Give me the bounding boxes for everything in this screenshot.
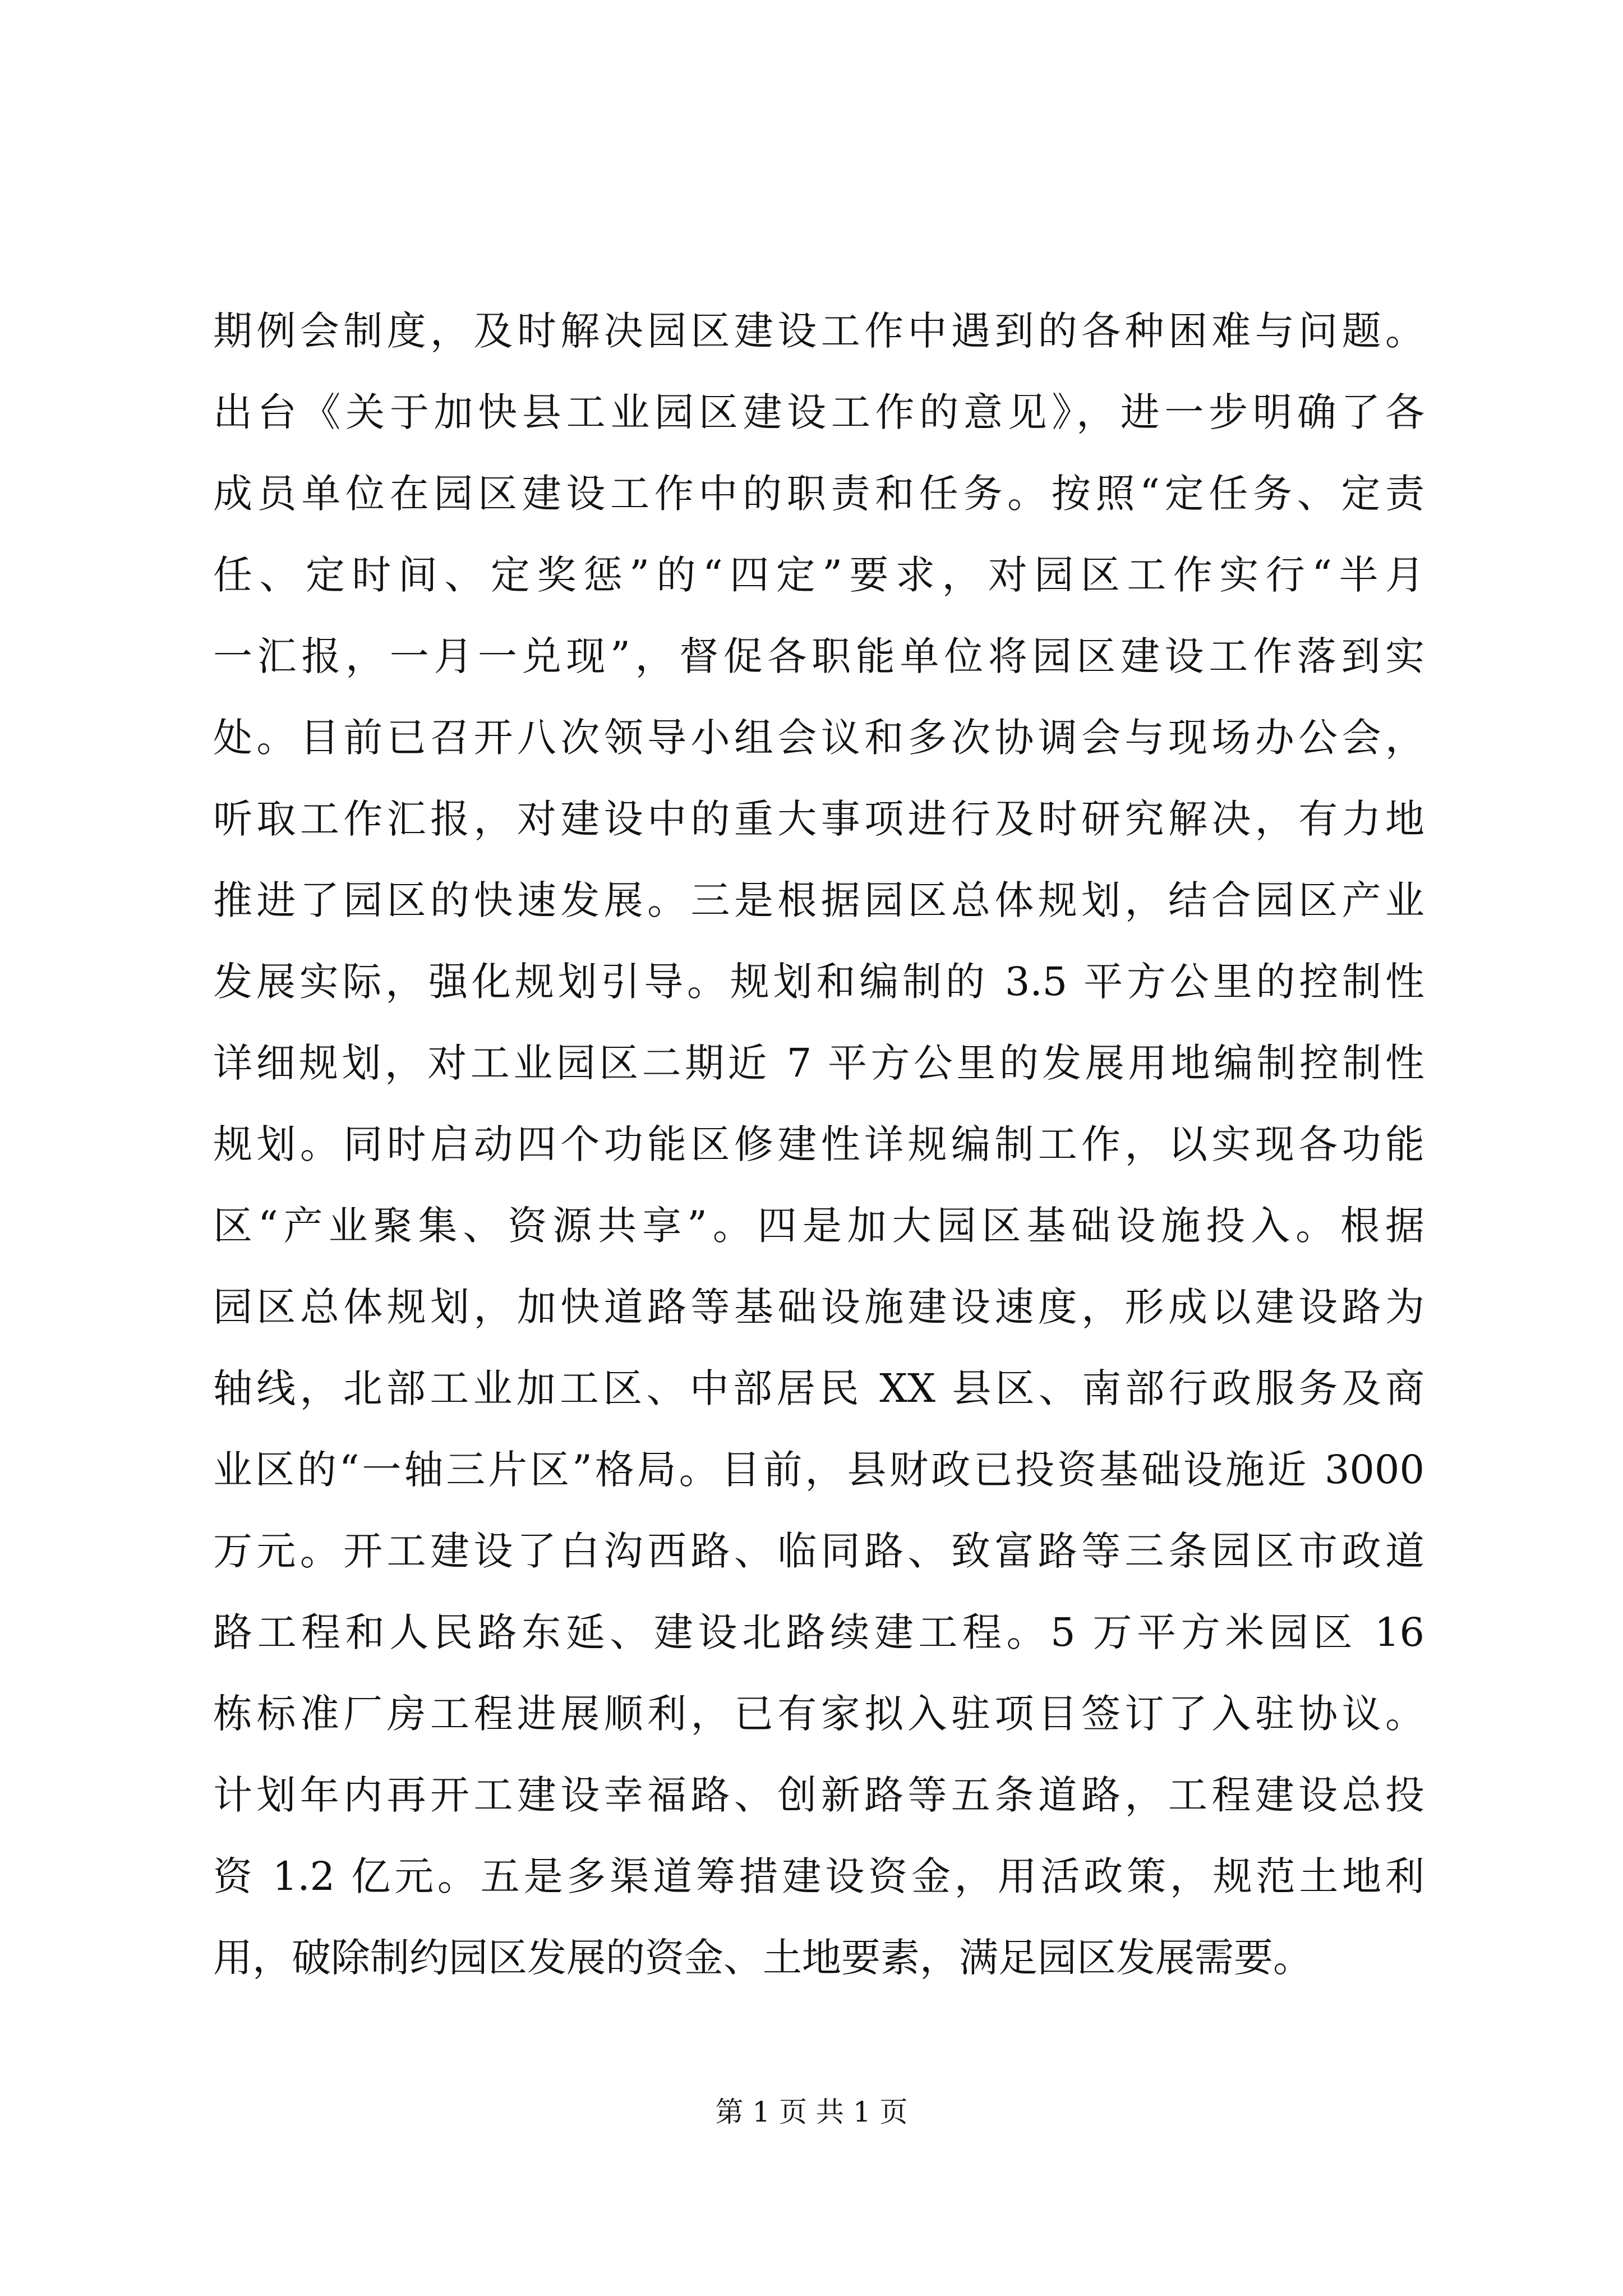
text-line: 成员单位在园区建设工作中的职责和任务。按照“定任务、定责 bbox=[213, 471, 1424, 517]
text-line: 区“产业聚集、资源共享”。四是加大园区基础设施投入。根据 bbox=[213, 1203, 1424, 1249]
text-line: 计划年内再开工建设幸福路、创新路等五条道路，工程建设总投 bbox=[213, 1772, 1424, 1818]
text-line: 一汇报，一月一兑现”，督促各职能单位将园区建设工作落到实 bbox=[213, 633, 1424, 679]
text-line: 处。目前已召开八次领导小组会议和多次协调会与现场办公会， bbox=[213, 715, 1424, 761]
text-line: 用，破除制约园区发展的资金、土地要素，满足园区发展需要。 bbox=[213, 1935, 1312, 1981]
text-line: 万元。开工建设了白沟西路、临同路、致富路等三条园区市政道 bbox=[213, 1528, 1424, 1574]
text-line: 轴线，北部工业加工区、中部居民 XX 县区、南部行政服务及商 bbox=[213, 1365, 1424, 1411]
text-line: 期例会制度，及时解决园区建设工作中遇到的各种困难与问题。 bbox=[213, 308, 1424, 354]
text-line: 发展实际，强化规划引导。规划和编制的 3.5 平方公里的控制性 bbox=[213, 959, 1424, 1005]
text-line: 任、定时间、定奖惩”的“四定”要求，对园区工作实行“半月 bbox=[213, 552, 1424, 598]
text-line: 出台《关于加快县工业园区建设工作的意见》，进一步明确了各 bbox=[213, 389, 1424, 435]
text-line: 规划。同时启动四个功能区修建性详规编制工作，以实现各功能 bbox=[213, 1121, 1424, 1167]
page-number-footer: 第 1 页 共 1 页 bbox=[715, 2096, 908, 2128]
text-line: 推进了园区的快速发展。三是根据园区总体规划，结合园区产业 bbox=[213, 877, 1424, 923]
text-line: 园区总体规划，加快道路等基础设施建设速度，形成以建设路为 bbox=[213, 1284, 1424, 1330]
text-line: 路工程和人民路东延、建设北路续建工程。5 万平方米园区 16 bbox=[213, 1609, 1424, 1655]
text-line: 业区的“一轴三片区”格局。目前，县财政已投资基础设施近 3000 bbox=[213, 1447, 1424, 1493]
text-line: 资 1.2 亿元。五是多渠道筹措建设资金，用活政策，规范土地利 bbox=[213, 1853, 1424, 1899]
text-line: 详细规划，对工业园区二期近 7 平方公里的发展用地编制控制性 bbox=[213, 1040, 1424, 1086]
text-line: 听取工作汇报，对建设中的重大事项进行及时研究解决，有力地 bbox=[213, 796, 1424, 842]
text-line: 栋标准厂房工程进展顺利，已有家拟入驻项目签订了入驻协议。 bbox=[213, 1691, 1424, 1737]
